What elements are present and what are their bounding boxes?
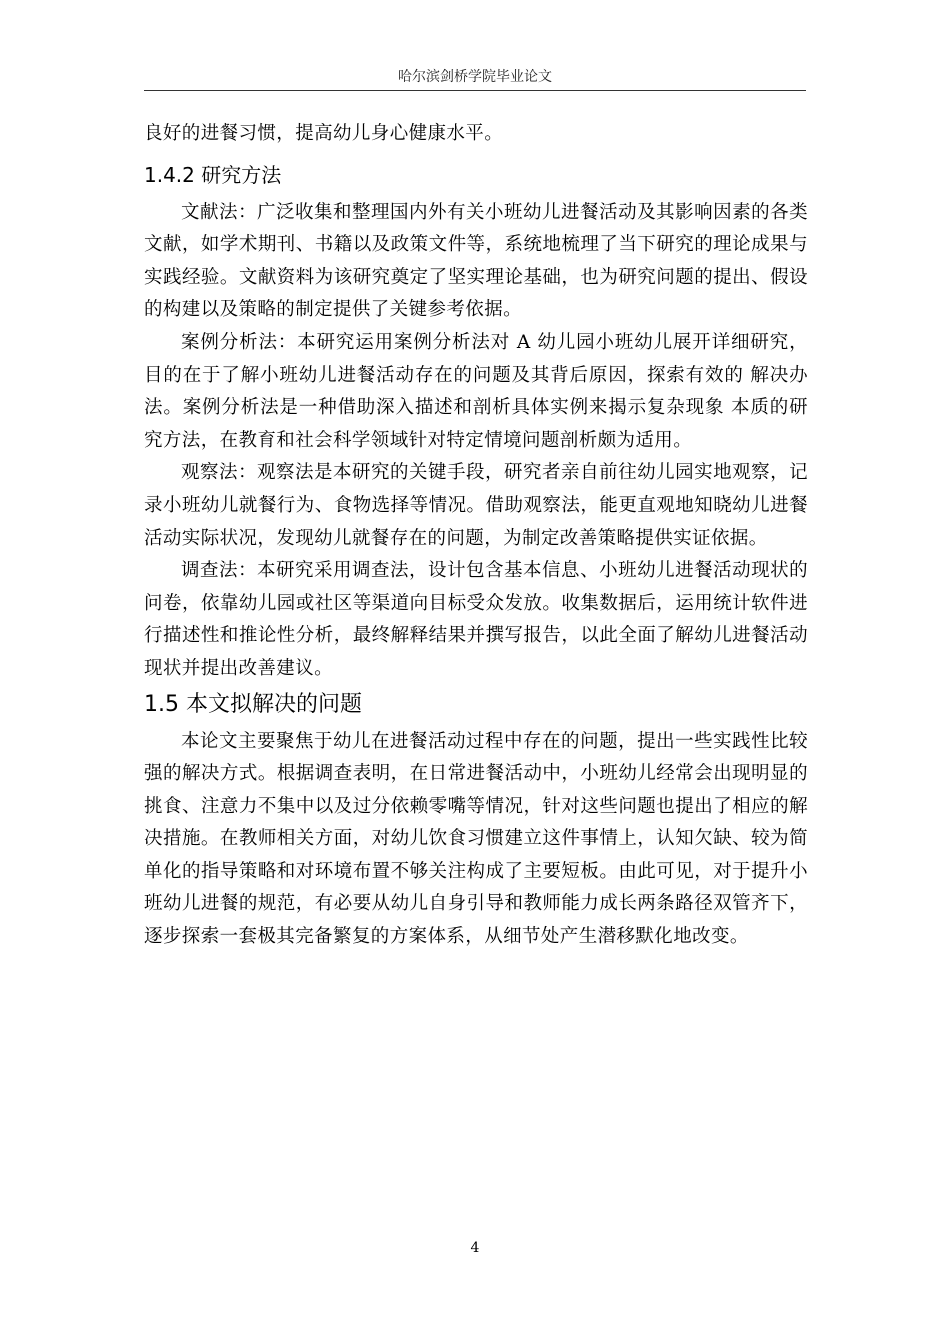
section-heading-problems-to-solve: 1.5 本文拟解决的问题 bbox=[144, 691, 362, 717]
running-header: 哈尔滨剑桥学院毕业论文 bbox=[398, 69, 552, 85]
page-body bbox=[144, 118, 808, 954]
paragraph-observation-method: 观察法：观察法是本研究的关键手段，研究者亲自前往幼儿园实地观察，记录小班幼儿就餐行为、食物选择等情况。借助观察法，能更直观地知晓幼儿进餐活动实际状况，发现幼儿就餐存在的问题，为制定改善策略提供实证依据。 bbox=[144, 462, 808, 549]
header-divider bbox=[144, 90, 806, 91]
continuation-paragraph: 良好的进餐习惯，提高幼儿身心健康水平。 bbox=[144, 123, 504, 144]
section-heading-research-methods: 1.4.2 研究方法 bbox=[144, 162, 282, 187]
paragraph-problems-to-solve: 本论文主要聚焦于幼儿在进餐活动过程中存在的问题，提出一些实践性比较强的解决方式。根据调查表明，在日常进餐活动中，小班幼儿经常会出现明显的挑食、注意力不集中以及过分依赖零嘴等情况，针对这些问题也提出了相应的解决措施。在教师相关方面，对幼儿饮食习惯建立这件事情上，认知欠缺、较为简单化的指导策略和对环境布置不够关注构成了主要短板。由此可见，对于提升小班幼儿进餐的规范，有必要从幼儿自身引导和教师能力成长两条路径双管齐下，逐步探索一套极其完备繁复的方案体系，从细节处产生潜移默化地改变。 bbox=[144, 730, 808, 948]
page-number: 4 bbox=[470, 1240, 480, 1256]
paragraph-survey-method: 调查法：本研究采用调查法，设计包含基本信息、小班幼儿进餐活动现状的问卷，依靠幼儿园或社区等渠道向目标受众发放。收集数据后，运用统计软件进行描述性和推论性分析，最终解释结果并撰写报告，以此全面了解幼儿进餐活动现状并提出改善建议。 bbox=[144, 560, 808, 679]
paragraph-case-analysis-method: 案例分析法：本研究运用案例分析法对 A 幼儿园小班幼儿展开详细研究， 目的在于了解小班幼儿进餐活动存在的问题及其背后原因，探索有效的 解决办法。案例分析法是一种借助深入描述和剖析具体实例来揭示复杂现象 本质的研究方法，在教育和社会科学领域针对特定情境问题剖析颇为适用。 bbox=[144, 331, 808, 451]
paragraph-literature-method: 文献法：广泛收集和整理国内外有关小班幼儿进餐活动及其影响因素的各类文献，如学术期刊、书籍以及政策文件等，系统地梳理了当下研究的理论成果与实践经验。文献资料为该研究奠定了坚实理论基础，也为研究问题的提出、假设的构建以及策略的制定提供了关键参考依据。 bbox=[144, 201, 808, 321]
